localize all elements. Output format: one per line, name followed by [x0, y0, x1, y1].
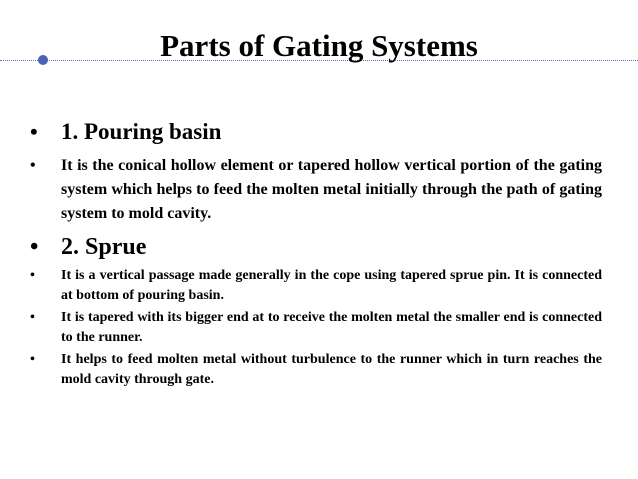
- bullet-icon: •: [30, 352, 35, 367]
- bullet-item: [28, 266, 602, 305]
- bullet-text: It is the conical hollow element or tapered hollow vertical portion of the gating system which helps to feed the molten metal initially through the path of gating system to mold cavity.: [61, 157, 602, 222]
- bullet-item-heading: [28, 232, 602, 262]
- bullet-text: It is a vertical passage made generally in the cope using tapered sprue pin. It is connected at bottom of pouring basin.: [61, 268, 602, 303]
- bullet-text: It is tapered with its bigger end at to receive the molten metal the smaller end is connected to the runner.: [61, 310, 602, 345]
- bullet-item: [28, 154, 602, 226]
- bullet-icon: •: [30, 234, 39, 260]
- bullet-item-heading: [28, 117, 602, 147]
- bullet-item: [28, 350, 602, 389]
- bullet-item: [28, 308, 602, 347]
- bullet-icon: •: [30, 119, 38, 144]
- slide-content: [28, 117, 602, 392]
- bullet-icon: •: [30, 310, 35, 325]
- bullet-text: It helps to feed molten metal without turbulence to the runner which in turn reaches the mold cavity through gate.: [61, 352, 602, 387]
- bullet-icon: •: [30, 157, 36, 174]
- bullet-text: 1. Pouring basin: [61, 119, 222, 144]
- slide-title: Parts of Gating Systems: [160, 28, 478, 63]
- bullet-text: 2. Sprue: [61, 234, 147, 260]
- bullet-icon: •: [30, 268, 35, 283]
